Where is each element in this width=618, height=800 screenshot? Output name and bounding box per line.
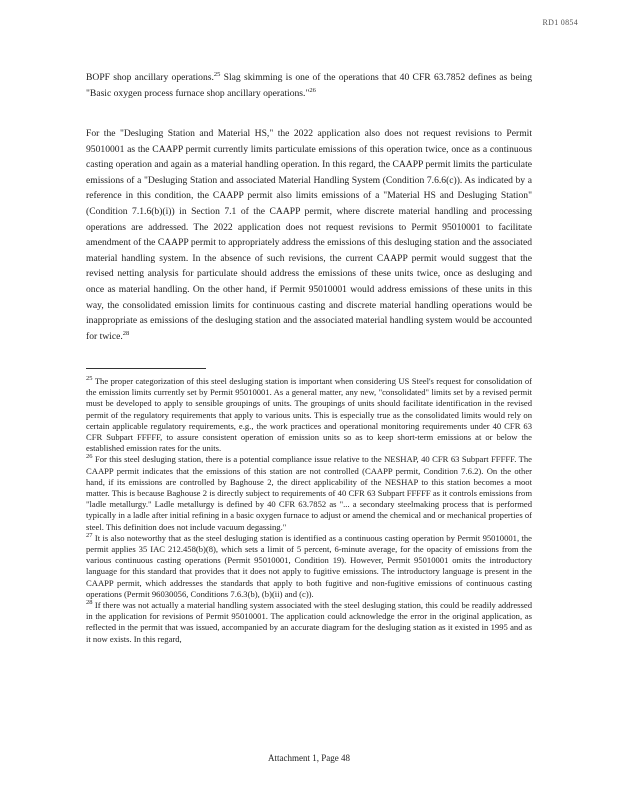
- intro-text: BOPF shop ancillary operations.: [86, 72, 214, 83]
- main-paragraph: [86, 126, 532, 344]
- footnote-ref: 28: [122, 329, 130, 337]
- footnotes: [86, 376, 532, 645]
- footnote: $^{27}$ It is also noteworthy that as the steel desluging station is identified as a continuous casting operation by Permit 95010001, the permit applies 35 IAC 212.458(b)(8), which sets a limit of 5 percent, 6-minute average, for the opacity of emissions from the various continuous casting operations (Permit 95010001, Condition 19). However, Permit 95010001 omits the introductory language for this standard that provides that it does not apply to fugitive emissions. The introductory language is present in the CAAPP permit, which addresses the standards that apply to both fugitive and non-fugitive emissions of continuous casting operations (Permit 96030056, Conditions 7.6.3(b), (b)(ii) and (c)).: [86, 531, 532, 599]
- main-text: For the "Desluging Station and Material HS," the 2022 application also does not request revisions to Permit 95010001 as the CAAPP permit currently limits particulate emissions of this operation twice, once as a continuous casting operation and again as a material handling operation. In this regard, the CAAPP permit limits the particulate emissions of a "Desluging Station and associated Material Handling System (Condition 7.6.6(c)). As indicated by a reference in this condition, the CAAPP permit also limits emissions of a "Material HS and Desluging Station" (Condition 7.1.6(b)(i)) in Section 7.1 of the CAAPP permit, where discrete material handling and processing operations are addressed. The 2022 application does not request revisions to Permit 95010001 to facilitate amendment of the CAAPP permit to appropriately address the emissions of this desluging station and the associated material handling system. In the absence of such revisions, the current CAAPP permit would suggest that the revised netting analysis for particulate should address the emissions of these units twice, once as desluging and once as material handling. On the other hand, if Permit 95010001 would address emissions of these units in this way, the consolidated emission limits for continuous casting and discrete material handling operations would be inappropriate as emissions of the desluging station and the associated material handling system would be accounted for twice.: [86, 128, 532, 342]
- footnote: $^{28}$ If there was not actually a material handling system associated with the steel desluging station, this could be readily addressed in the application for revisions of Permit 95010001. The application could acknowledge the error in the original application, as reflected in the permit that was issued, accompanied by an accurate diagram for the desluging station as it existed in 1995 and as it now exists. In this regard,: [86, 599, 532, 644]
- intro-paragraph: [86, 70, 532, 101]
- footnote-ref: 26: [309, 86, 316, 94]
- intro-text-b: Slag skimming is one of the operations that 40 CFR 63.7852 defines as being "Basic oxygen process furnace shop ancillary operations.": [86, 72, 532, 99]
- footnote: $^{26}$ For this steel desluging station, there is a potential compliance issue relative to the NESHAP, 40 CFR 63 Subpart FFFFF. The CAAPP permit indicates that the emissions of this station are not controlled (CAAPP permit, Condition 7.6.2). On the other hand, if its emissions are controlled by Baghouse 2, the direct applicability of the NESHAP to this station becomes a moot matter. This is because Baghouse 2 is directly subject to requirements of 40 CFR 63 Subpart FFFFF as it controls emissions from "ladle metallurgy." Ladle metallurgy is defined by 40 CFR 63.7852 as "... a secondary steelmaking process that is performed typically in a ladle after initial refining in a basic oxygen furnace to adjust or amend the chemical and or mechanical properties of steel. This definition does not include vacuum degassing.": [86, 453, 532, 532]
- footnote-ref: 25: [213, 70, 221, 78]
- footnote-separator: [86, 368, 206, 369]
- page-id: RD1 0854: [542, 18, 578, 27]
- footnote: $^{25}$ The proper categorization of this steel desluging station is important when considering US Steel's request for consolidation of the emission limits currently set by Permit 95010001. As a general matter, any new, "consolidated" limits set by a revised permit must be developed to apply to sensible groupings of units. The groupings of units should facilitate identification in the revised permit of the regulatory requirements that apply to various units. This is especially true as the consolidated limits would rely on certain applicable regulatory requirements, e.g., the work practices and operational monitoring requirements under 40 CFR 63 CFR Subpart FFFFF, to assure consistent operation of emission units so as to keep short-term emissions at or below the established emission rates for the units.: [86, 375, 532, 454]
- page-footer: Attachment 1, Page 48: [268, 753, 350, 763]
